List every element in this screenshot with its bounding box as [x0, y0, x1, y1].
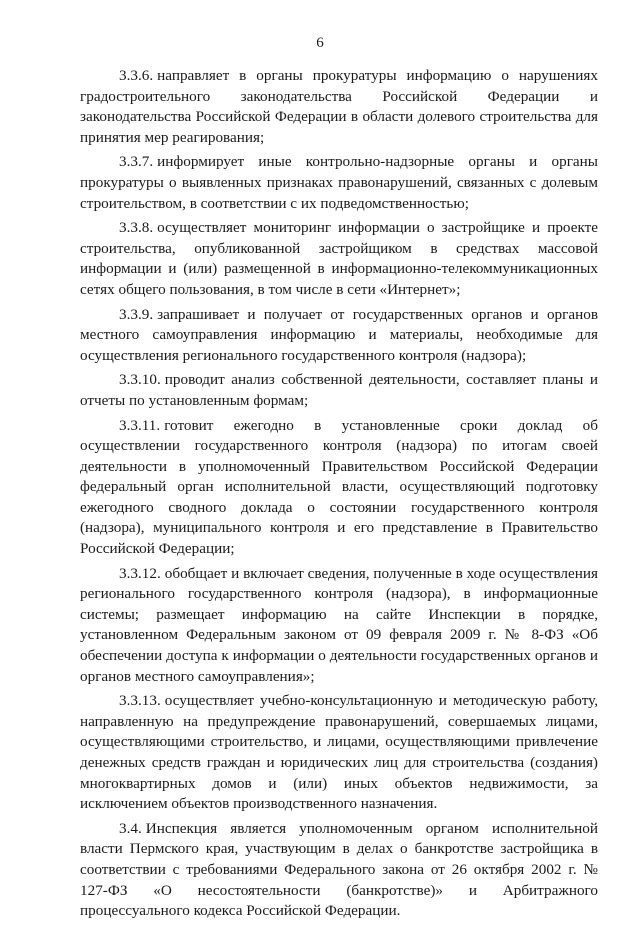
- paragraph-3-3-13: [80, 691, 598, 815]
- paragraph-text: информирует иные контрольно-надзорные органы и органы прокуратуры о выявленных признаках правонарушений, связанных с долевым строительством, в соответствии с их подведомственностью;: [80, 153, 598, 212]
- paragraph-text: направляет в органы прокуратуры информацию о нарушениях градостроительного законодательства Российской Федерации и законодательства Российской Федерации в области долевого строительства для принятия мер реагирования;: [80, 67, 598, 146]
- paragraph-number: 3.3.8.: [119, 219, 154, 237]
- paragraph-number: 3.3.11.: [119, 416, 161, 434]
- paragraph-number: 3.3.6.: [119, 67, 154, 84]
- document-body: [80, 66, 598, 926]
- paragraph-text: обобщает и включает сведения, полученные в ходе осуществления регионального государственного контроля (надзора), в информационные системы; размещает информацию на сайте Инспекции в порядке, установленном Федеральным законом от 09 февраля 2009 г. № 8-ФЗ «Об обеспечении доступа к информации о деятельности государственных органов и органов местного самоуправления»;: [80, 564, 598, 685]
- paragraph-3-3-9: [80, 305, 598, 367]
- paragraph-text: Инспекция является уполномоченным органом исполнительной власти Пермского края, участвующим в делах о банкротстве застройщика в соответствии с требованиями Федерального закона от 26 октября 2002 г. № 127-ФЗ «О несостоятельности (банкротстве)» и Арбитражного процессуального кодекса Российской Федерации.: [80, 819, 598, 920]
- paragraph-text: осуществляет учебно-консультационную и методическую работу, направленную на предупреждение правонарушений, совершаемых лицами, осуществляющими строительство, и лицами, осуществляющими привлечение денежных средств граждан и юридических лиц для строительства (создания) многоквартирных домов и (или) иных объектов недвижимости, за исключением объектов производственного назначения.: [80, 692, 598, 813]
- paragraph-3-3-12: [80, 564, 598, 688]
- paragraph-text: запрашивает и получает от государственных органов и органов местного самоуправления информацию и материалы, необходимые для осуществления регионального государственного контроля (надзора);: [80, 305, 598, 364]
- paragraph-text: готовит ежегодно в установленные сроки доклад об осуществлении государственного контроля (надзора) по итогам своей деятельности в уполномоченный Правительством Российской Федерации федеральный орган исполнительной власти, осуществляющий подготовку ежегодного сводного доклада о состоянии государственного контроля (надзора), муниципального контроля и его представление в Правительство Российской Федерации;: [80, 416, 598, 558]
- paragraph-number: 3.3.13.: [119, 692, 161, 710]
- paragraph-3-3-7: [80, 152, 598, 214]
- paragraph-number: 3.3.12.: [119, 564, 161, 582]
- paragraph-text: осуществляет мониторинг информации о застройщике и проекте строительства, опубликованной застройщиком в средствах массовой информации и (или) размещенной в информационно-телекоммуникационных сетях общего пользования, в том числе в сети «Интернет»;: [80, 219, 598, 298]
- paragraph-3-3-6: [80, 66, 598, 148]
- paragraph-3-3-8: [80, 218, 598, 300]
- paragraph-number: 3.4.: [119, 819, 142, 837]
- page-number: 6: [316, 35, 324, 51]
- paragraph-number: 3.3.7.: [119, 153, 154, 171]
- paragraph-3-4: [80, 819, 598, 922]
- paragraph-text: проводит анализ собственной деятельности, составляет планы и отчеты по установленным формам;: [80, 371, 598, 409]
- paragraph-number: 3.3.9.: [119, 305, 154, 323]
- paragraph-3-3-10: [80, 370, 598, 411]
- paragraph-3-3-11: [80, 416, 598, 560]
- paragraph-number: 3.3.10.: [119, 371, 161, 389]
